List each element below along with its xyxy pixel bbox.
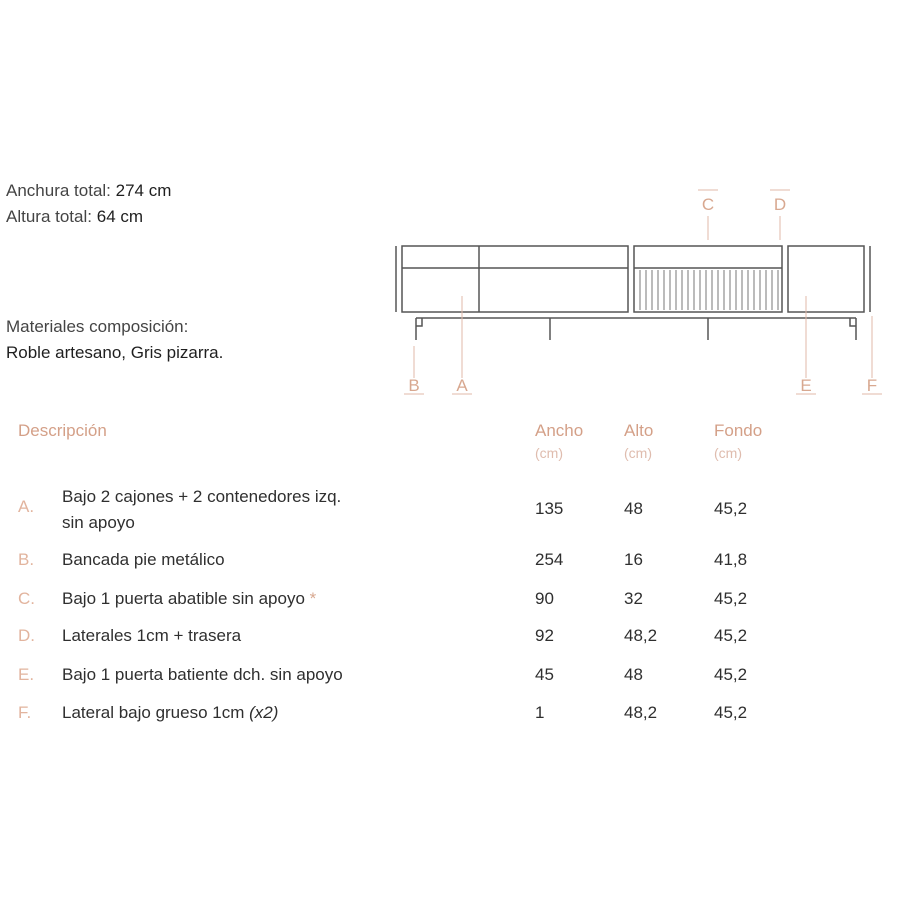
materials-label: Materiales composición: [6, 317, 189, 336]
module-a-outline [402, 246, 628, 312]
row-fondo: 45,2 [714, 703, 748, 722]
header-fondo-label: Fondo [714, 421, 763, 440]
row-fondo: 45,2 [714, 665, 748, 684]
row-description: Bancada pie metálico [62, 550, 225, 569]
row-alto: 48,2 [624, 626, 658, 645]
row-alto: 48 [624, 499, 643, 518]
row-letter: D. [18, 626, 35, 645]
row-letter: C. [18, 589, 35, 608]
callout-e-label: E [800, 376, 812, 395]
row-description-suffix: (x2) [249, 703, 279, 722]
row-alto: 48 [624, 665, 643, 684]
total-height [6, 204, 171, 230]
callout-b-label: B [408, 376, 420, 395]
row-letter: A. [18, 497, 35, 516]
dimensions-block [6, 178, 171, 230]
total-width-label: Anchura total: [6, 181, 111, 200]
callout-a-label: A [456, 376, 468, 395]
row-description [62, 484, 341, 536]
row-fondo: 45,2 [714, 589, 748, 608]
callout-f-label: F [866, 376, 878, 395]
header-ancho-unit: (cm) [535, 445, 563, 461]
header-fondo-unit: (cm) [714, 445, 742, 461]
row-ancho: 92 [535, 626, 554, 645]
total-height-value: 64 cm [96, 207, 144, 226]
callout-c-label: C [701, 195, 715, 214]
row-letter: B. [18, 550, 35, 569]
row-ancho: 45 [535, 665, 554, 684]
row-alto: 32 [624, 589, 643, 608]
asterisk-mark: * [309, 589, 317, 608]
bench-left-foot [416, 318, 422, 340]
row-description: Bajo 1 puerta batiente dch. sin apoyo [62, 665, 343, 684]
row-fondo: 41,8 [714, 550, 748, 569]
row-ancho: 1 [535, 703, 545, 722]
header-ancho-label: Ancho [535, 421, 584, 440]
module-e-outline [788, 246, 864, 312]
row-alto: 48,2 [624, 703, 658, 722]
furniture-diagram [380, 180, 900, 410]
callout-d-label: D [773, 195, 787, 214]
row-ancho: 135 [535, 499, 564, 518]
row-letter: F. [18, 703, 32, 722]
row-description-line1: Bajo 2 cajones + 2 contenedores izq. [62, 487, 342, 506]
row-fondo: 45,2 [714, 626, 748, 645]
row-letter: E. [18, 665, 35, 684]
row-description: Laterales 1cm + trasera [62, 626, 242, 645]
row-description-text: Lateral bajo grueso 1cm [62, 703, 245, 722]
header-fondo [714, 420, 762, 464]
row-fondo: 45,2 [714, 499, 748, 518]
header-description: Descripción [18, 421, 107, 440]
total-width [6, 178, 171, 204]
header-alto-unit: (cm) [624, 445, 652, 461]
row-alto: 16 [624, 550, 643, 569]
header-alto [624, 420, 653, 464]
materials-value: Roble artesano, Gris pizarra. [6, 343, 224, 362]
header-alto-label: Alto [624, 421, 654, 440]
row-ancho: 90 [535, 589, 554, 608]
module-c-slats [640, 270, 778, 310]
row-description-line2: sin apoyo [62, 513, 135, 532]
bench-right-foot [850, 318, 856, 340]
row-description [62, 589, 316, 609]
total-height-label: Altura total: [6, 207, 92, 226]
header-ancho [535, 420, 583, 464]
materials-block [6, 314, 223, 366]
row-description-text: Bajo 1 puerta abatible sin apoyo [62, 589, 305, 608]
total-width-value: 274 cm [115, 181, 172, 200]
row-ancho: 254 [535, 550, 564, 569]
row-description [62, 703, 278, 723]
